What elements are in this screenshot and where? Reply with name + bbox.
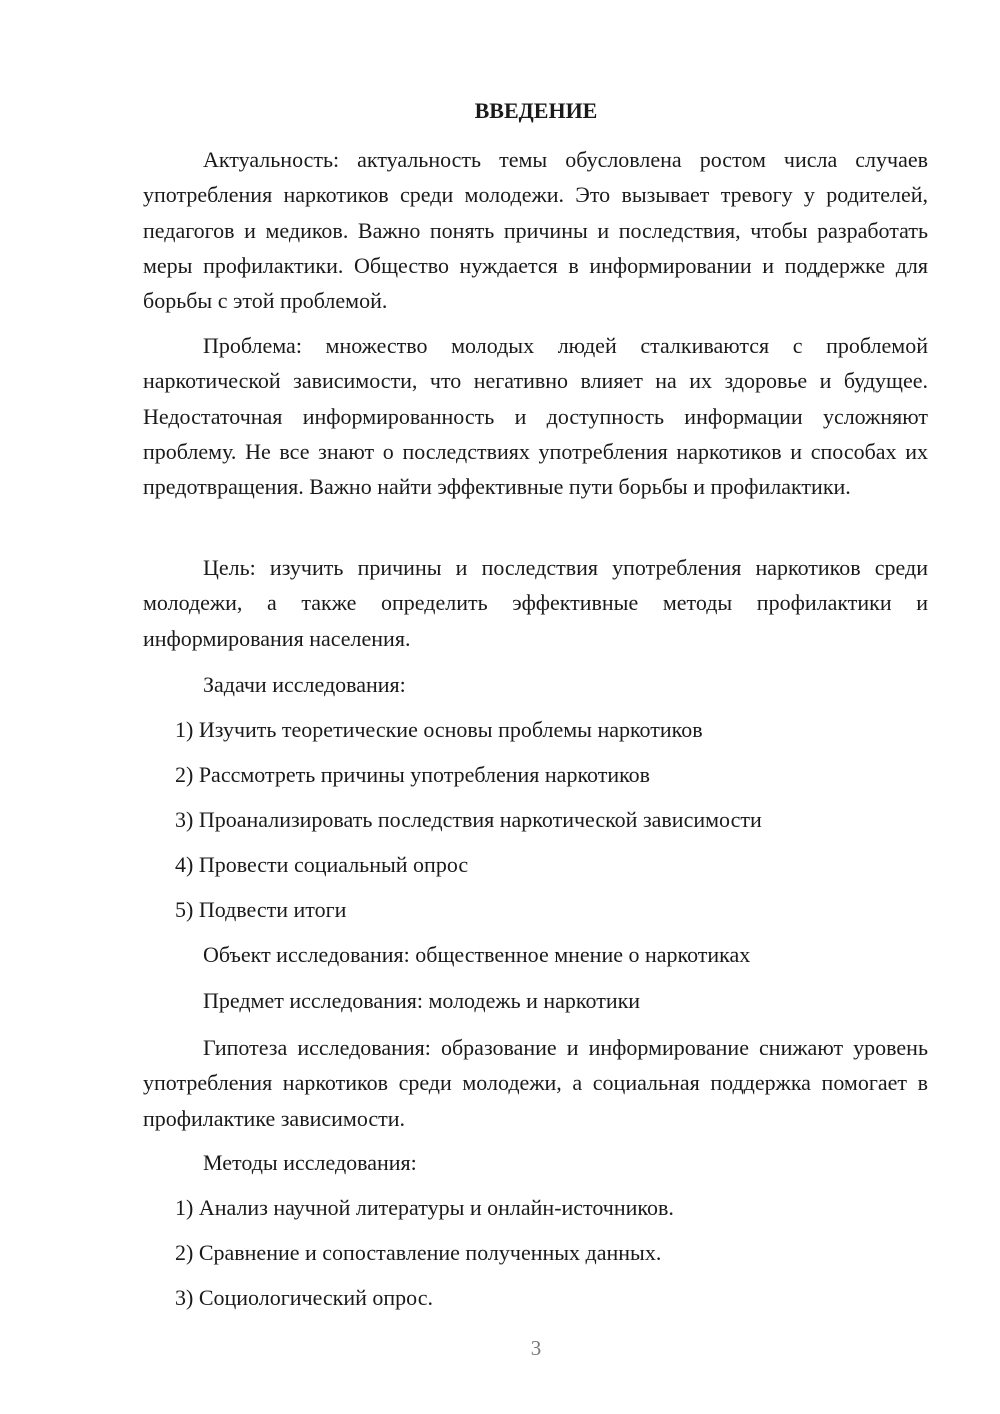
research-object: Объект исследования: общественное мнение о наркотиках [203,942,751,967]
page-number: 3 [530,1336,542,1360]
method-item: 1) Анализ научной литературы и онлайн-источников. [175,1195,674,1220]
hypothesis-paragraph: Гипотеза исследования: образование и информирование снижают уровень употребления наркотиков среди молодежи, а социальная поддержка помогает в профилактике зависимости. [143,1035,928,1131]
research-subject: Предмет исследования: молодежь и наркотики [203,988,641,1013]
task-item: 1) Изучить теоретические основы проблемы наркотиков [175,717,703,742]
task-item: 5) Подвести итоги [175,897,347,922]
task-item: 4) Провести социальный опрос [175,852,469,877]
page-title: ВВЕДЕНИЕ [474,98,598,123]
goal-paragraph: Цель: изучить причины и последствия употребления наркотиков среди молодежи, а также определить эффективные методы профилактики и информирования населения. [143,555,928,651]
tasks-heading: Задачи исследования: [203,672,406,697]
task-item: 3) Проанализировать последствия наркотической зависимости [175,807,762,832]
task-item: 2) Рассмотреть причины употребления наркотиков [175,762,651,787]
problem-paragraph: Проблема: множество молодых людей сталкиваются с проблемой наркотической зависимости, что негативно влияет на их здоровье и будущее. Недостаточная информированность и доступность информации усложняют проблему. Не все знают о последствиях употребления наркотиков и способах их предотвращения. Важно найти эффективные пути борьбы и профилактики. [143,333,928,500]
method-item: 2) Сравнение и сопоставление полученных данных. [175,1240,662,1265]
method-item: 3) Социологический опрос. [175,1285,433,1310]
relevance-paragraph: Актуальность: актуальность темы обусловлена ростом числа случаев употребления наркотиков среди молодежи. Это вызывает тревогу у родителей, педагогов и медиков. Важно понять причины и последствия, чтобы разработать меры профилактики. Общество нуждается в информировании и поддержке для борьбы с этой проблемой. [143,147,928,314]
methods-heading: Методы исследования: [203,1150,417,1175]
